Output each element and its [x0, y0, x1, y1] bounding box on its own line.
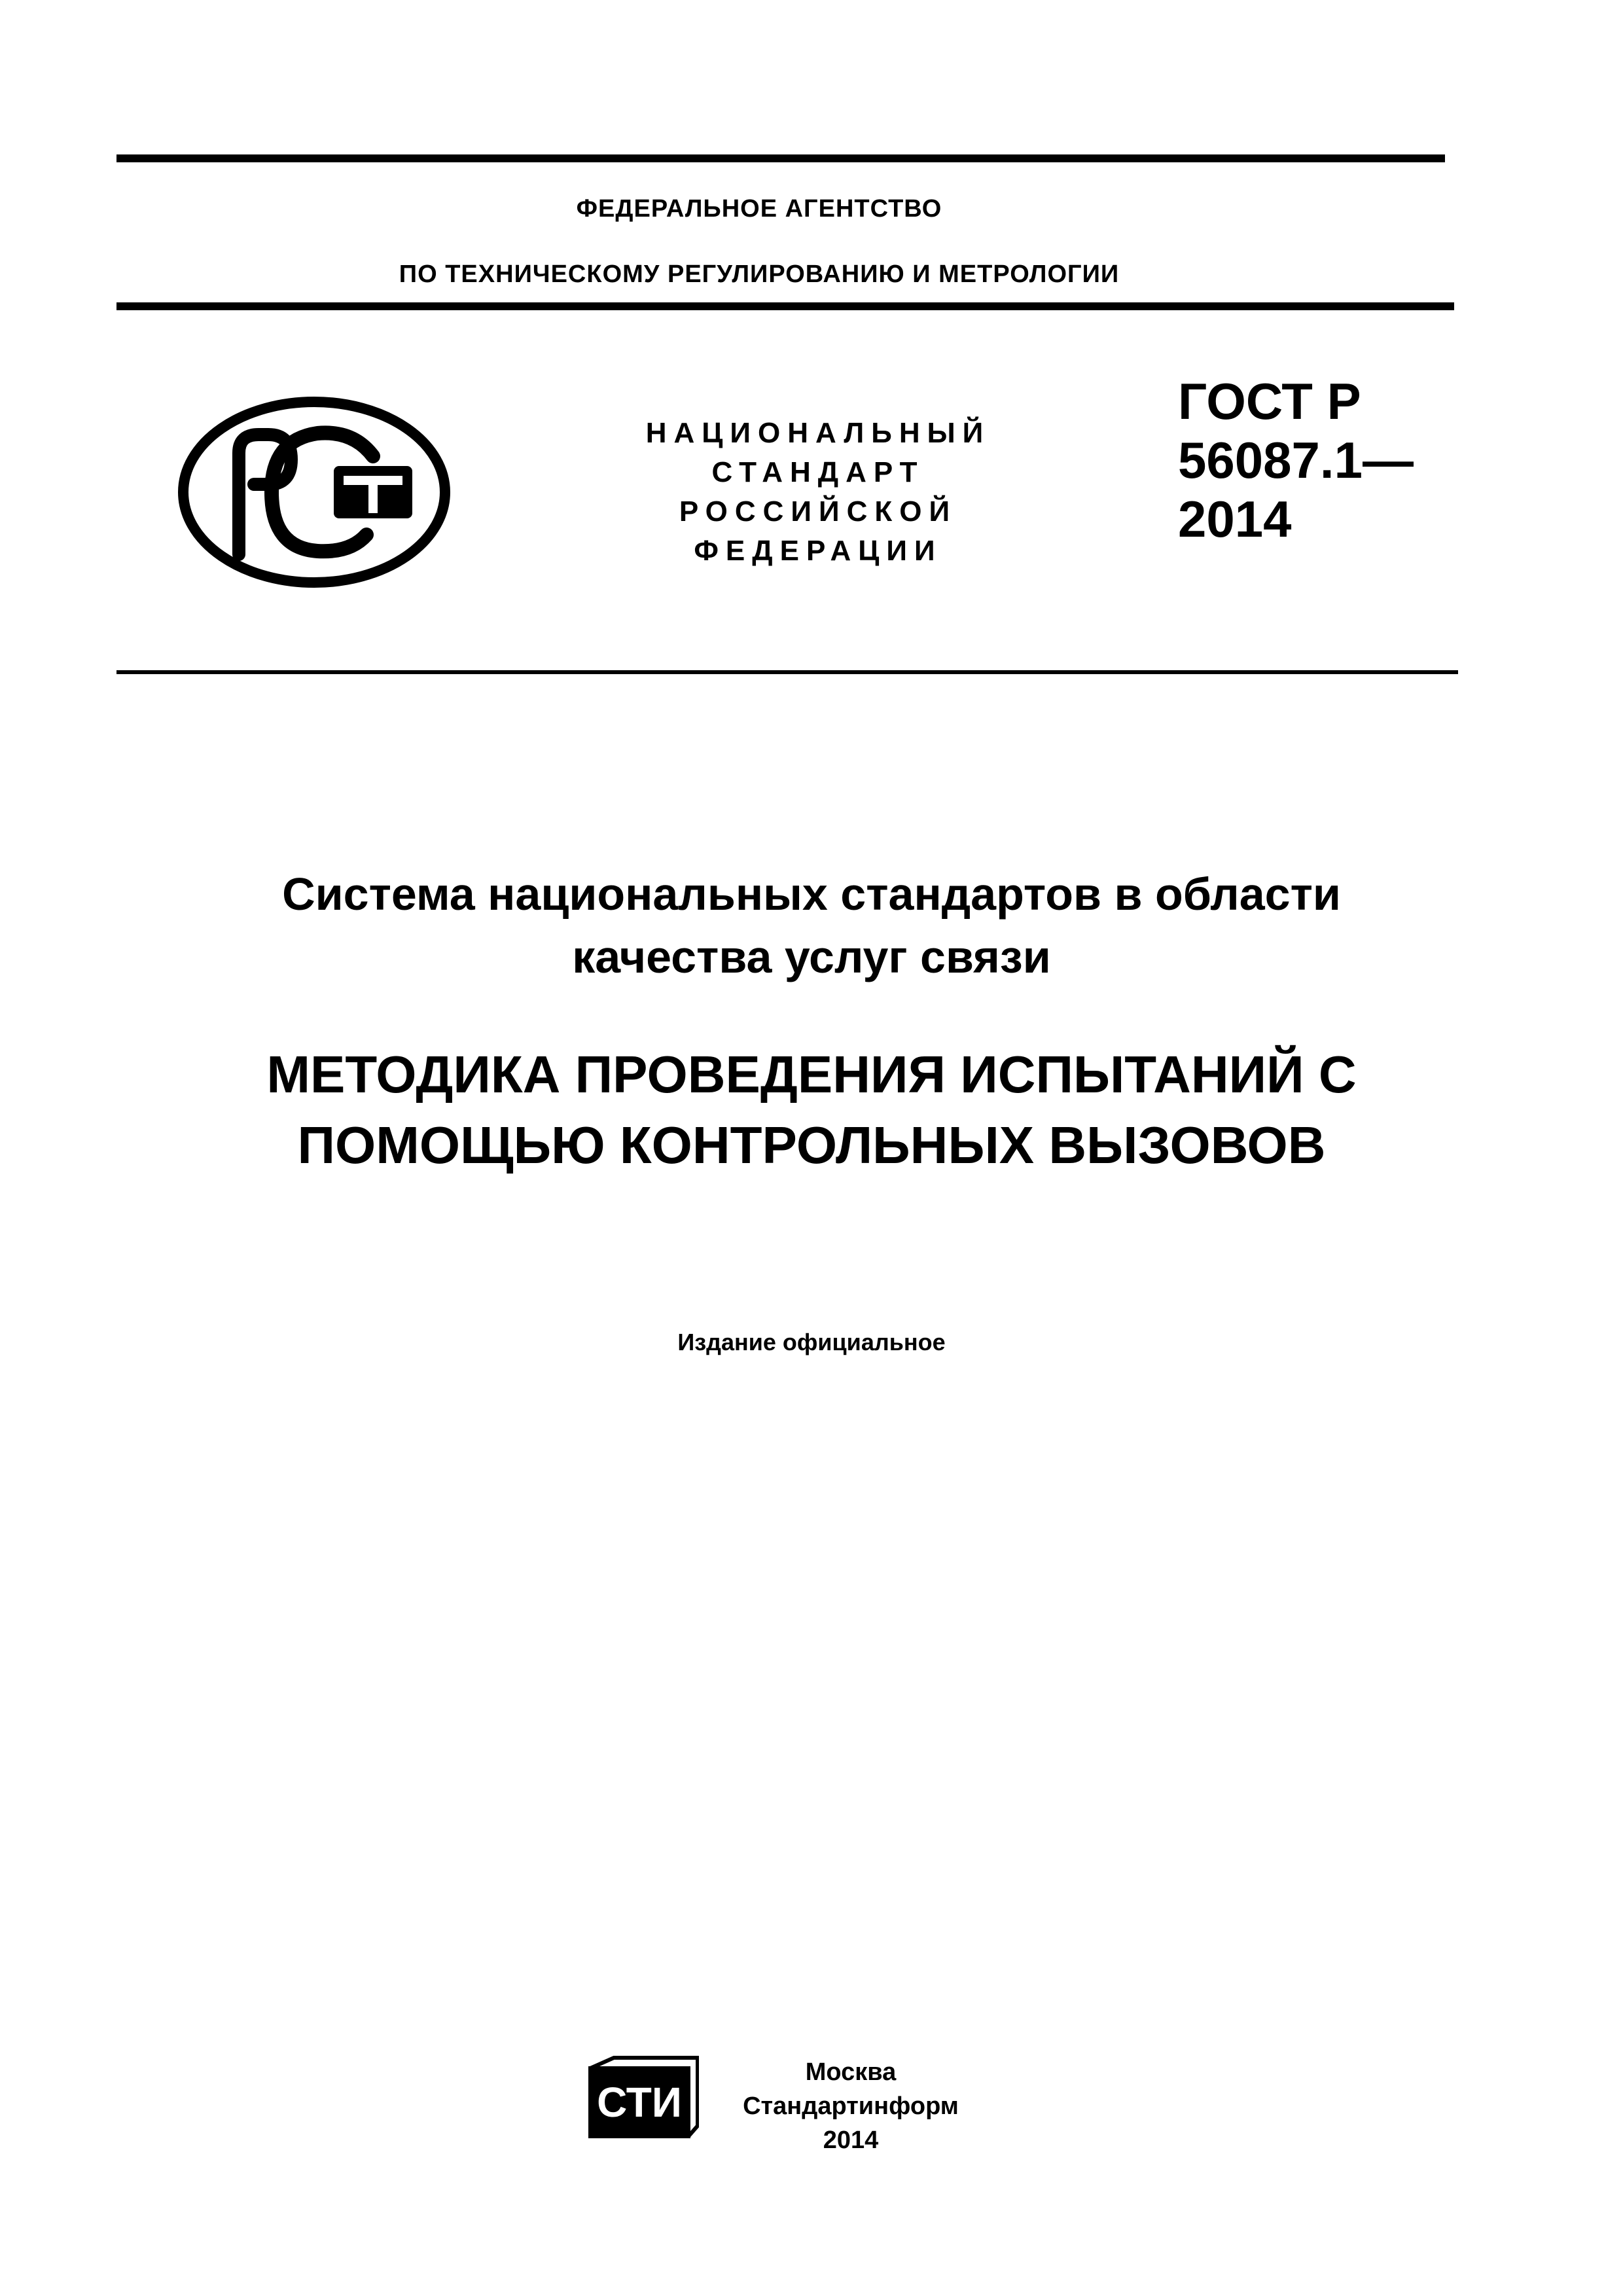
edition-note: Издание официальное: [677, 1329, 946, 1355]
agency-line-2: ПО ТЕХНИЧЕСКОМУ РЕГУЛИРОВАНИЮ И МЕТРОЛОГИИ: [399, 260, 1120, 288]
main-title-line-2: ПОМОЩЬЮ КОНТРОЛЬНЫХ ВЫЗОВОВ: [297, 1116, 1326, 1174]
standard-type-line-1: НАЦИОНАЛЬНЫЙ: [645, 417, 991, 449]
header-rule: [116, 302, 1454, 310]
publisher-info: [720, 2055, 982, 2157]
publisher-city: Москва: [805, 2058, 897, 2086]
series-title-line-2: качества услуг связи: [572, 931, 1051, 982]
designation-rule: [116, 670, 1458, 674]
standard-type-line-2: СТАНДАРТ: [711, 456, 925, 488]
top-rule: [116, 154, 1445, 162]
logo-text: СТИ: [597, 2079, 682, 2126]
designation-line-3: 2014: [1178, 490, 1292, 548]
designation-line-1: ГОСТ Р: [1178, 372, 1361, 430]
standard-designation: [1178, 372, 1414, 548]
standard-type: [589, 414, 1047, 571]
rst-emblem-icon: [177, 394, 452, 590]
designation-line-2: 56087.1—: [1178, 431, 1414, 489]
series-title: [118, 863, 1505, 988]
agency-line-1: ФЕДЕРАЛЬНОЕ АГЕНТСТВО: [576, 195, 942, 223]
standard-type-line-4: ФЕДЕРАЦИИ: [694, 535, 942, 567]
standard-type-line-3: РОССИЙСКОЙ: [679, 495, 957, 528]
publisher-name: Стандартинформ: [743, 2092, 959, 2120]
main-title: [118, 1039, 1505, 1181]
series-title-line-1: Система национальных стандартов в области: [282, 869, 1341, 920]
publisher-year: 2014: [823, 2126, 879, 2154]
main-title-line-1: МЕТОДИКА ПРОВЕДЕНИЯ ИСПЫТАНИЙ С: [266, 1045, 1357, 1103]
standartinform-logo-icon: [588, 2055, 699, 2140]
